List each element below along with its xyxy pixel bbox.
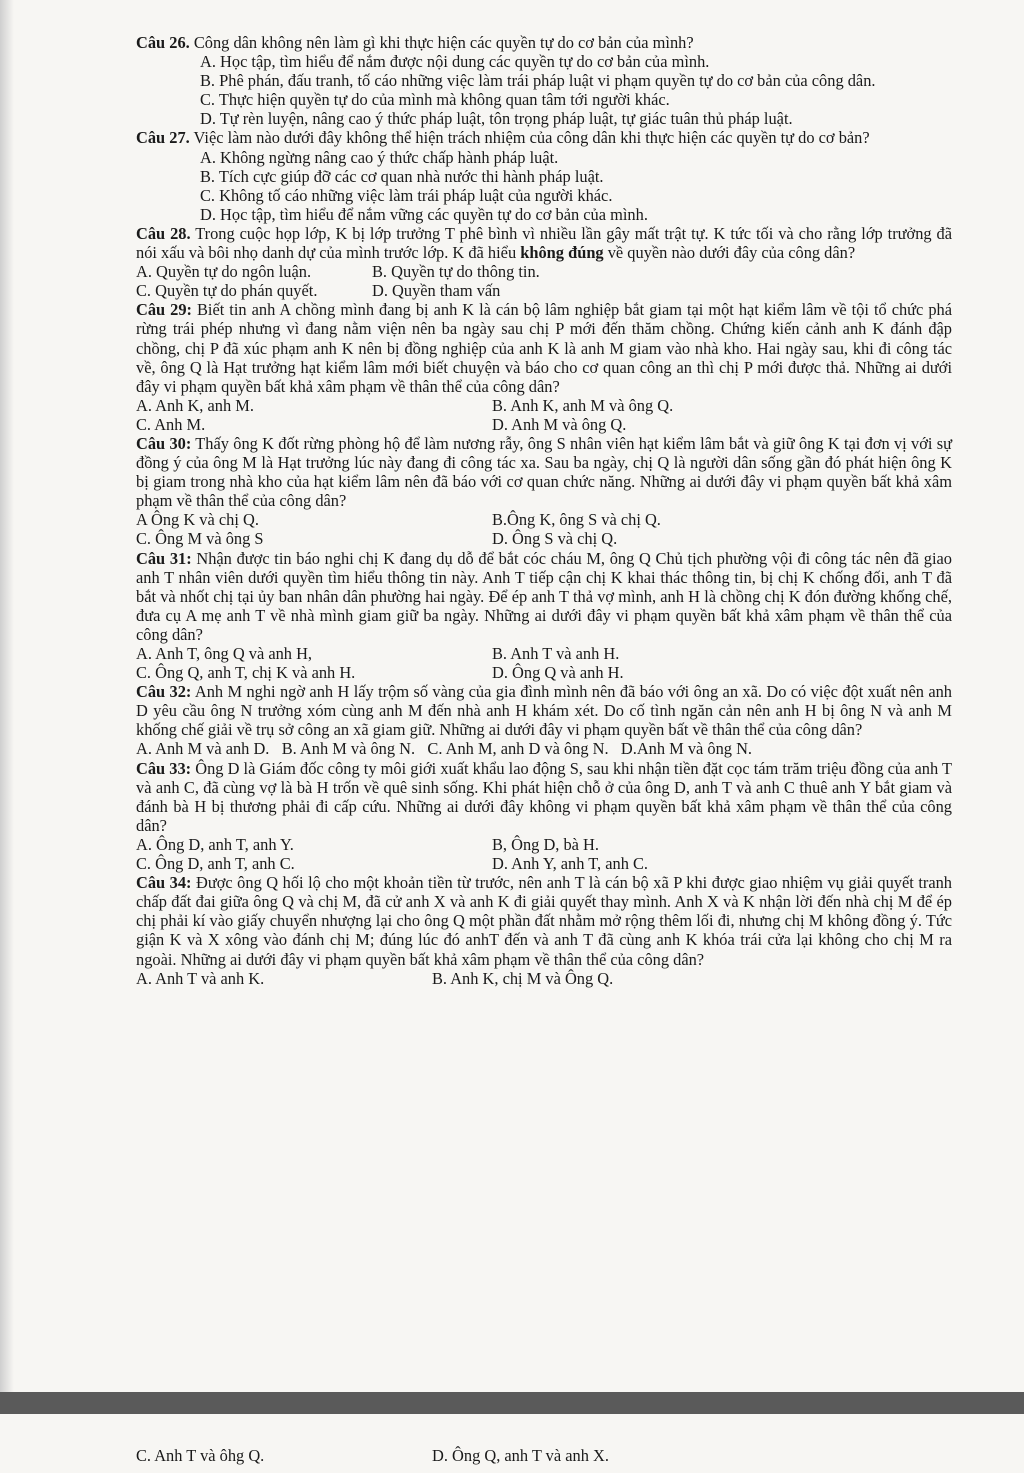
question-26-option-a: A. Học tập, tìm hiểu để nắm được nội dung các quyền tự do cơ bản của mình. bbox=[200, 52, 710, 72]
question-31-option-a: A. Anh T, ông Q và anh H, bbox=[136, 644, 313, 663]
question-29-options-row-2 bbox=[136, 415, 952, 434]
question-32-option-a: A. Anh M và anh D. bbox=[136, 739, 270, 759]
question-27-option-d: D. Học tập, tìm hiểu để nắm vững các quyền tự do cơ bản của mình. bbox=[200, 204, 648, 224]
question-34-option-b: B. Anh K, chị M và Ông Q. bbox=[432, 968, 614, 988]
question-26 bbox=[136, 33, 952, 52]
question-34-text: Được ông Q hối lộ cho một khoản tiền từ trước, nên anh T là cán bộ xã P khi được giao nhiệm vụ giải quyết tranh chấp đất đai giữa ông Q và chị M, đã cử anh X và anh K đi giải quyết thay mình. Anh X và K nhận lời đến nhà chị M để ép chị phải kí vào giấy chuyển nhượng lại cho ông Q một phần đất nhằm mở rộng thêm lối đi, nhưng chị M không đồng ý. Tức giận K và X xông vào đánh chị M; đúng lúc đó anhT đến và anh T đã cùng anh K khóa trái cửa lại không cho chị M ra ngoài. Những ai dưới đây vi phạm quyền bất khả xâm phạm về thân thể của công dân? bbox=[136, 873, 952, 969]
question-34-label: Câu 34: bbox=[136, 873, 192, 893]
question-26-option-b: B. Phê phán, đấu tranh, tố cáo những việc làm trái pháp luật vi phạm quyền tự do cơ bản của công dân. bbox=[200, 71, 876, 91]
question-29-option-c: C. Anh M. bbox=[136, 414, 206, 434]
question-31-options-row-1 bbox=[136, 644, 952, 663]
question-32-label: Câu 32: bbox=[136, 682, 192, 702]
question-32-option-d: D.Anh M và ông N. bbox=[620, 739, 753, 759]
question-33-options-row-1 bbox=[136, 835, 952, 854]
question-28-option-d: D. Quyền tham vấn bbox=[372, 281, 501, 301]
question-30-options-row-1 bbox=[136, 510, 952, 529]
question-26-label: Câu 26. bbox=[136, 33, 190, 52]
question-34-options-row-1 bbox=[136, 969, 952, 988]
question-29-options-row-1 bbox=[136, 396, 952, 415]
question-29 bbox=[136, 300, 952, 395]
question-28-options-row-2 bbox=[136, 281, 952, 300]
question-30-option-d: D. Ông S và chị Q. bbox=[492, 529, 618, 549]
question-32-text: Anh M nghi ngờ anh H lấy trộm số vàng của gia đình mình nên đã báo với ông an xã. Do có việc đột xuất nên anh D yêu cầu ông N trưởng xóm cùng anh M đến nhà anh H khám xét. Do cố tình ngăn cản nên anh H bị ông N và anh M khống chế giải về trụ sở công an xã giam giữ. Những ai dưới đây vi phạm quyền bất về thân thể của công dân? bbox=[136, 682, 952, 740]
question-34-option-a: A. Anh T và anh K. bbox=[136, 968, 265, 988]
question-27 bbox=[136, 128, 952, 147]
question-34-option-d: D. Ông Q, anh T và anh X. bbox=[432, 1446, 609, 1465]
question-31-option-b: B. Anh T và anh H. bbox=[492, 644, 620, 663]
question-31-text: Nhận được tin báo nghi chị K đang dụ dỗ để bắt cóc cháu M, ông Q Chủ tịch phường vội đi công tác nên đã giao anh T nhân viên dưới quyền tìm hiểu thông tin này. Anh T tiếp cận chị K khai thác thông tin, bị chị K chống đối, anh T đã bắt và nhốt chị tại ủy ban nhân dân phường hai ngày. Để ép anh T thả vợ mình, anh H là chồng chị K đón đường khống chế, đưa cụ A mẹ anh T về nhà mình giam giữ ba ngày. Những ai dưới đây vi phạm quyền bất khả xâm phạm về thân thể của công dân? bbox=[136, 548, 952, 644]
question-30-option-c: C. Ông M và ông S bbox=[136, 529, 264, 549]
question-33-options-row-2 bbox=[136, 854, 952, 873]
question-34-options-continued bbox=[136, 1446, 952, 1465]
question-32 bbox=[136, 682, 952, 739]
question-28-text-a: Trong cuộc họp lớp, K bị lớp trưởng T phê bình vì nhiều lần gây mất trật tự. K tức tối và cho rằng lớp trưởng đã nói xấu và bôi nhọ danh dự của mình trước lớp. K đã hiểu bbox=[136, 223, 952, 263]
page-break-gap bbox=[0, 1392, 1024, 1414]
question-33-option-b: B, Ông D, bà H. bbox=[492, 834, 599, 854]
question-30-option-a: A Ông K và chị Q. bbox=[136, 510, 259, 530]
question-31 bbox=[136, 549, 952, 644]
question-27-option-a: A. Không ngừng nâng cao ý thức chấp hành pháp luật. bbox=[200, 147, 559, 167]
question-29-option-d: D. Anh M và ông Q. bbox=[492, 414, 627, 434]
question-28 bbox=[136, 224, 952, 262]
document-page-2 bbox=[0, 1414, 1024, 1473]
questions-content bbox=[136, 33, 952, 988]
question-28-text-b: về quyền nào dưới đây của công dân? bbox=[603, 243, 856, 263]
question-27-option-c: C. Không tố cáo những việc làm trái pháp luật của người khác. bbox=[200, 185, 613, 205]
question-30-text: Thấy ông K đốt rừng phòng hộ để làm nương rẫy, ông S nhân viên hạt kiểm lâm bắt và giữ ông K tại đơn vị với sự đồng ý của ông M là Hạt trưởng lúc này đang đi công tác xa. Sau ba ngày, chị Q là người dân sống gần đó phát hiện ông K bị giam trong nhà kho của hạt kiểm lâm nên đã báo với cơ quan chức năng. Những ai dưới đây vi phạm quyền bất khả xâm phạm về thân thể của công dân? bbox=[136, 433, 952, 511]
question-28-option-a: A. Quyền tự do ngôn luận. bbox=[136, 262, 312, 282]
question-29-label: Câu 29: bbox=[136, 300, 192, 320]
question-32-option-b: B. Anh M và ông N. bbox=[281, 739, 416, 759]
question-33 bbox=[136, 759, 952, 835]
question-34 bbox=[136, 873, 952, 968]
question-33-option-c: C. Ông D, anh T, anh C. bbox=[136, 854, 295, 874]
question-27-label: Câu 27. bbox=[136, 128, 190, 148]
question-30-label: Câu 30: bbox=[136, 433, 192, 453]
question-26-option-d: D. Tự rèn luyện, nâng cao ý thức pháp luật, tôn trọng pháp luật, tự giác tuân thủ pháp luật. bbox=[200, 109, 793, 129]
question-29-option-b: B. Anh K, anh M và ông Q. bbox=[492, 395, 674, 415]
question-31-option-d: D. Ông Q và anh H. bbox=[492, 663, 624, 683]
question-26-option-c: C. Thực hiện quyền tự do của mình mà không quan tâm tới người khác. bbox=[200, 90, 670, 110]
question-31-options-row-2 bbox=[136, 663, 952, 682]
question-33-label: Câu 33: bbox=[136, 758, 192, 778]
question-31-label: Câu 31: bbox=[136, 548, 192, 568]
question-33-option-d: D. Anh Y, anh T, anh C. bbox=[492, 854, 649, 874]
question-26-text: Công dân không nên làm gì khi thực hiện các quyền tự do cơ bản của mình? bbox=[189, 33, 694, 52]
question-31-option-c: C. Ông Q, anh T, chị K và anh H. bbox=[136, 663, 356, 683]
question-34-option-c: C. Anh T và ôhg Q. bbox=[136, 1446, 265, 1465]
question-33-option-a: A. Ông D, anh T, anh Y. bbox=[136, 834, 294, 854]
question-30-option-b: B.Ông K, ông S và chị Q. bbox=[492, 510, 661, 530]
question-28-option-b: B. Quyền tự do thông tin. bbox=[372, 262, 540, 282]
page-edge-shadow bbox=[0, 0, 14, 1392]
question-30 bbox=[136, 434, 952, 510]
question-29-option-a: A. Anh K, anh M. bbox=[136, 395, 254, 415]
question-33-text: Ông D là Giám đốc công ty môi giới xuất khẩu lao động S, sau khi nhận tiền đặt cọc tám trăm triệu đồng của anh T và anh C, đã cùng vợ là bà H trốn về quê sinh sống. Khi phát hiện chỗ ở của ông D, anh T và anh C thuê anh Y bắt giam và đánh bà H bị thương phải đi cấp cứu. Những ai dưới đây không vi phạm quyền bất khả xâm phạm về thân thể của công dân? bbox=[136, 758, 952, 835]
question-30-options-row-2 bbox=[136, 529, 952, 548]
question-32-option-c: C. Anh M, anh D và ông N. bbox=[427, 739, 609, 759]
question-28-text-bold: không đúng bbox=[520, 243, 604, 263]
question-29-text: Biết tin anh A chồng mình đang bị anh K là cán bộ lâm nghiệp bắt giam tại một hạt kiểm lâm về tội tổ chức phá rừng trái phép nhưng vì đang nằm viện nên ba ngày sau chị P mới đến thăm chồng. Chứng kiến cảnh anh K đánh đập chồng, chị P đã xúc phạm anh K nên bị đồng nghiệp của anh K là anh M giam vào nhà kho. Hai ngày sau, khi đi công tác về, ông Q là Hạt trưởng hạt kiểm lâm mới biết chuyện và báo cho cơ quan công an thì chị P mới được thả. Những ai dưới đây vi phạm quyền bất khả xâm phạm về thân thể của công dân? bbox=[136, 300, 952, 396]
question-27-option-b: B. Tích cực giúp đỡ các cơ quan nhà nước thi hành pháp luật. bbox=[200, 166, 604, 186]
question-32-options-row bbox=[136, 739, 952, 758]
question-28-option-c: C. Quyền tự do phán quyết. bbox=[136, 281, 318, 301]
question-27-text: Việc làm nào dưới đây không thể hiện trách nhiệm của công dân khi thực hiện các quyền tự do cơ bản? bbox=[189, 128, 870, 148]
question-28-options-row-1 bbox=[136, 262, 952, 281]
question-34-options-row-2 bbox=[136, 1446, 952, 1465]
question-28-label: Câu 28. bbox=[136, 223, 191, 243]
